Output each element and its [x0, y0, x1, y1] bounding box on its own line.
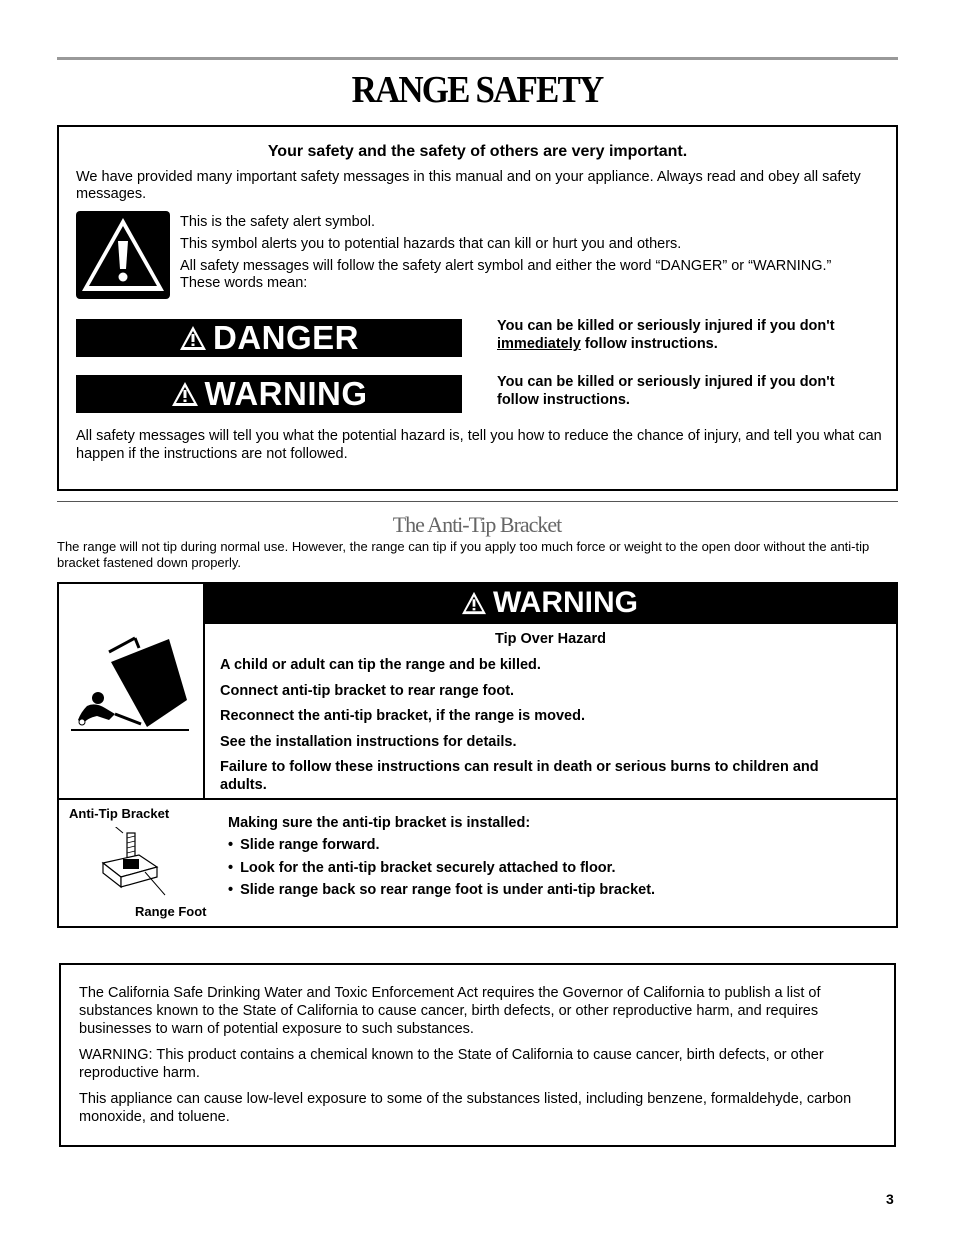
safety-intro: We have provided many important safety messages in this manual and on your appliance. Always read and obey all safety messages.: [76, 169, 861, 202]
check-steps: [228, 836, 868, 899]
notice-paragraph: The California Safe Drinking Water and Toxic Enforcement Act requires the Governor of California to publish a list of substances known to the State of California to cause cancer, birth defects, or other reproductive harm, and requires businesses to warn of potential exposure to such substances.: [79, 985, 821, 1037]
warning-label: WARNING: [204, 375, 368, 412]
installation-check: [228, 814, 868, 904]
divider: [205, 622, 896, 624]
hazard-line: Connect anti-tip bracket to rear range foot.: [220, 682, 515, 699]
check-title: Making sure the anti-tip bracket is installed:: [228, 815, 531, 831]
notice-paragraph: WARNING: This product contains a chemical known to the State of California to cause cancer, birth defects, or other reproductive harm.: [79, 1047, 824, 1081]
divider: [203, 584, 205, 800]
warning-signal-bar: [76, 375, 462, 413]
danger-signal-bar: [76, 319, 462, 357]
section-rule: [57, 501, 898, 502]
safety-footer: All safety messages will tell you what the potential hazard is, tell you how to reduce the chance of injury, and tell you what can happen if the instructions are not followed.: [76, 428, 882, 462]
page-number: 3: [886, 1191, 894, 1207]
anti-tip-warning-box: [57, 582, 898, 928]
check-step: • Slide range forward.: [228, 836, 868, 854]
danger-label: DANGER: [212, 319, 359, 356]
check-step: • Slide range back so rear range foot is under anti-tip bracket.: [228, 881, 868, 899]
danger-meaning: [497, 317, 877, 353]
warning-alert-icon: [171, 381, 199, 407]
safety-heading: Your safety and the safety of others are very important.: [267, 143, 688, 160]
tip-warning-label: WARNING: [493, 586, 638, 619]
foot-label: Range Foot: [135, 904, 207, 919]
hazard-line: A child or adult can tip the range and be killed.: [220, 657, 541, 673]
california-notice-box: [59, 963, 896, 1147]
hazard-instructions: [220, 656, 860, 802]
danger-text-emphasis: immediately: [497, 336, 581, 352]
alert-line: This symbol alerts you to potential hazards that can kill or hurt you and others.: [180, 236, 682, 252]
top-rule: [57, 57, 898, 60]
alert-line: All safety messages will follow the safety alert symbol and either the word “DANGER” or “WARNING.” These words mean:: [180, 258, 832, 291]
safety-alert-icon: [76, 211, 170, 299]
danger-alert-icon: [179, 325, 207, 351]
tip-warning-signal-bar: [203, 584, 896, 622]
alert-explanation: [180, 214, 840, 297]
tipping-range-illustration: [69, 632, 191, 734]
safety-info-box: [57, 125, 898, 491]
alert-line: This is the safety alert symbol.: [180, 214, 376, 230]
warning-meaning: You can be killed or seriously injured if you don't follow instructions.: [497, 374, 835, 408]
anti-tip-bracket-illustration: [99, 827, 169, 902]
section-subtitle: The Anti-Tip Bracket: [392, 512, 562, 537]
tip-warning-alert-icon: [461, 591, 487, 615]
anti-tip-intro: The range will not tip during normal use. However, the range can tip if you apply too much force or weight to the open door without the anti-tip bracket fastened down properly.: [57, 539, 870, 570]
hazard-line: Reconnect the anti-tip bracket, if the range is moved.: [220, 708, 585, 724]
danger-text-start: You can be killed or seriously injured if you don't: [497, 318, 835, 334]
check-step: • Look for the anti-tip bracket securely attached to floor.: [228, 859, 868, 877]
danger-text-end: follow instructions.: [580, 336, 718, 352]
notice-paragraph: This appliance can cause low-level exposure to some of the substances listed, including benzene, formaldehyde, carbon monoxide, and toluene.: [79, 1091, 852, 1125]
page-title: RANGE SAFETY: [351, 69, 603, 111]
hazard-line: Failure to follow these instructions can result in death or serious burns to children and adults.: [220, 759, 819, 793]
hazard-title: Tip Over Hazard: [495, 631, 606, 647]
hazard-line: See the installation instructions for details.: [220, 733, 517, 750]
california-notice: [79, 984, 879, 1134]
bracket-label: Anti-Tip Bracket: [69, 806, 170, 821]
